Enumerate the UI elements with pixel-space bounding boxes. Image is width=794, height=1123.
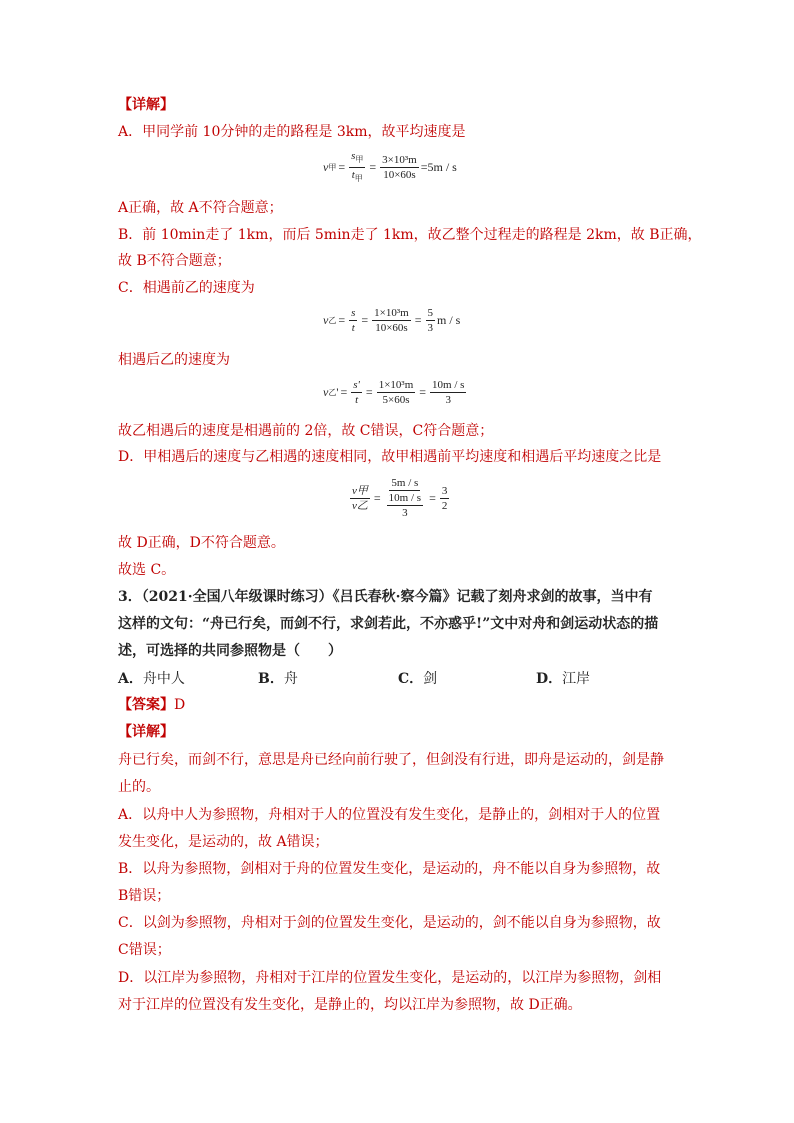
detail-line2: 止的。 [118, 779, 160, 795]
detail-a-line2: 发生变化，是运动的，故 A错误； [118, 834, 329, 850]
eq2-unit: m / s [437, 313, 461, 327]
eq1-f2-num: 3×10³m [382, 154, 417, 166]
eq4-f2-num: 5m / s [391, 477, 419, 489]
eq2-f1-num: s [351, 307, 356, 319]
answer-label: 【答案】 [118, 697, 174, 713]
option-d [536, 668, 590, 688]
detail-a-line1: A．以舟中人为参照物，舟相对于人的位置没有发生变化，是静止的，剑相对于人的位置 [118, 807, 661, 823]
option-c-conclusion: 故乙相遇后的速度是相遇前的 2倍，故 C错误，C符合题意； [118, 423, 494, 439]
eq2-f1-den: t [351, 322, 355, 334]
option-b-line1: B．前 10min走了 1km，而后 5min走了 1km，故乙整个过程走的路程是 2km，故 B正确， [118, 227, 702, 243]
eq3-f2-num: 1×10³m [378, 379, 414, 391]
question3-line2: 这样的文句：“舟已行矣，而剑不行，求剑若此，不亦惑乎!”文中对舟和剑运动状态的描 [118, 616, 659, 632]
eq4-frac3 [440, 484, 450, 513]
option-a-letter: A． [118, 671, 143, 687]
option-b [258, 668, 298, 688]
eq4-f3-num: 3 [441, 484, 448, 497]
eq3-f2-den: 5×60s [382, 394, 410, 406]
detail-label-2: 【详解】 [118, 724, 174, 740]
eq4-f2-den-num: 10m / s [388, 492, 422, 504]
eq1-frac1 [349, 149, 365, 186]
final-choice: 故选 C。 [118, 562, 176, 578]
option-c-label: 剑 [423, 671, 438, 687]
question3-line1: 3．（2021·全国八年级课时练习）《吕氏春秋·察今篇》记载了刻舟求剑的故事，当中有 [118, 589, 653, 605]
eq1-lhs: v [323, 160, 329, 174]
eq1-f1-num-sub: 甲 [355, 155, 364, 164]
eq4-f2-den-den: 3 [402, 507, 408, 519]
eq2-frac3 [426, 306, 436, 335]
option-c-letter: C． [398, 671, 424, 687]
option-a-text: A．甲同学前 10分钟的走的路程是 3km，故平均速度是 [118, 124, 466, 140]
eq2-lhs: v [323, 313, 329, 327]
eq1-f1-num: s [351, 150, 356, 162]
option-d-letter: D． [536, 671, 563, 687]
eq3-f3-num: 10m / s [432, 379, 465, 391]
detail-b-line2: B错误； [118, 888, 171, 904]
detail-d-line1: D．以江岸为参照物，舟相对于江岸的位置发生变化，是运动的，以江岸为参照物，剑相 [118, 970, 662, 986]
equation-speed-before-meeting: v 乙 = $\frac{s}{t}$ = $\frac{\text{1×10³m}}{10\times 60s}$ = $\frac{5}{3}$ m / s [323, 307, 461, 334]
eq1-f1-den: t [351, 169, 355, 181]
detail-d-line2: 对于江岸的位置没有发生变化，是静止的，均以江岸为参照物，故 D正确。 [118, 997, 582, 1013]
eq4-f3-den: 2 [441, 499, 448, 512]
detail-line1: 舟已行矣，而剑不行，意思是舟已经向前行驶了，但剑没有行进，即舟是运动的，剑是静 [118, 752, 664, 768]
option-a [118, 668, 185, 688]
option-d-text: D．甲相遇后的速度与乙相遇的速度相同，故甲相遇前平均速度和相遇后平均速度之比是 [118, 449, 662, 465]
eq3-frac3 [430, 378, 466, 407]
option-b-line2: 故 B不符合题意； [118, 253, 231, 269]
option-c-text: C．相遇前乙的速度为 [118, 280, 255, 296]
option-b-label: 舟 [283, 671, 298, 687]
eq4-frac2 [385, 476, 425, 520]
eq2-f2-num: 1×10³m [374, 307, 409, 319]
equation-average-speed: v 甲 = $\frac{s_甲}{t_甲}$ = $\frac{\text{3×10³m}}{10\times 60s}$ =5m / s [323, 149, 457, 186]
eq3-prime: ' [336, 385, 339, 399]
option-d-conclusion: 故 D正确，D不符合题意。 [118, 535, 285, 551]
eq4-f1-den: v乙 [352, 499, 368, 512]
eq1-lhs-sub: 甲 [328, 163, 337, 172]
eq3-frac2 [377, 378, 416, 407]
answer-value: D [174, 697, 186, 713]
detail-b-line1: B．以舟为参照物，剑相对于舟的位置发生变化，是运动的，舟不能以自身为参照物，故 [118, 861, 661, 877]
equation-speed-after-meeting: v 乙 ' = $\frac{s'}{t}$ = $\frac{\text{1×10³m}}{5\times 60s}$ = $\frac{10m / s}{3}$ [323, 379, 465, 406]
eq3-f1-num: s' [353, 379, 360, 391]
eq2-lhs-sub: 乙 [328, 316, 337, 325]
after-meeting-text: 相遇后乙的速度为 [118, 352, 230, 368]
eq4-f1-num: v甲 [352, 484, 368, 497]
option-a-label: 舟中人 [142, 671, 185, 687]
equation-speed-ratio: $\frac{\text{v甲}}{\text{v乙}}$ = $\frac{5m / s}{\frac{10m / s}{3}}$ = $\frac{3}{2}$ [352, 477, 448, 519]
detail-c-line2: C错误； [118, 942, 171, 958]
eq1-frac2 [380, 153, 419, 182]
question3-line3: 述，可选择的共同参照物是（ ） [118, 643, 342, 659]
detail-label: 【详解】 [118, 97, 174, 113]
eq1-result: =5m / s [420, 160, 457, 174]
eq2-f3-den: 3 [427, 322, 434, 334]
eq3-f1-den: t [355, 394, 359, 406]
eq3-lhs: v [323, 385, 329, 399]
detail-c-line1: C．以剑为参照物，舟相对于剑的位置发生变化，是运动的，剑不能以自身为参照物，故 [118, 915, 661, 931]
option-a-conclusion: A正确，故 A不符合题意； [118, 200, 283, 216]
eq2-f3-num: 5 [427, 307, 434, 319]
eq3-lhs-sub: 乙 [328, 388, 337, 397]
eq4-frac1 [350, 484, 370, 513]
eq3-frac1 [351, 378, 362, 407]
eq1-f2-den: 10×60s [383, 169, 416, 181]
eq1-f1-den-sub: 甲 [354, 174, 363, 183]
eq3-f3-den: 3 [445, 394, 451, 406]
answer-line [118, 695, 185, 715]
option-b-letter: B． [258, 671, 284, 687]
eq2-f2-den: 10×60s [375, 322, 408, 334]
eq2-frac2 [372, 306, 411, 335]
eq2-frac1 [349, 306, 357, 335]
option-c [398, 668, 437, 688]
option-d-label: 江岸 [562, 671, 591, 687]
